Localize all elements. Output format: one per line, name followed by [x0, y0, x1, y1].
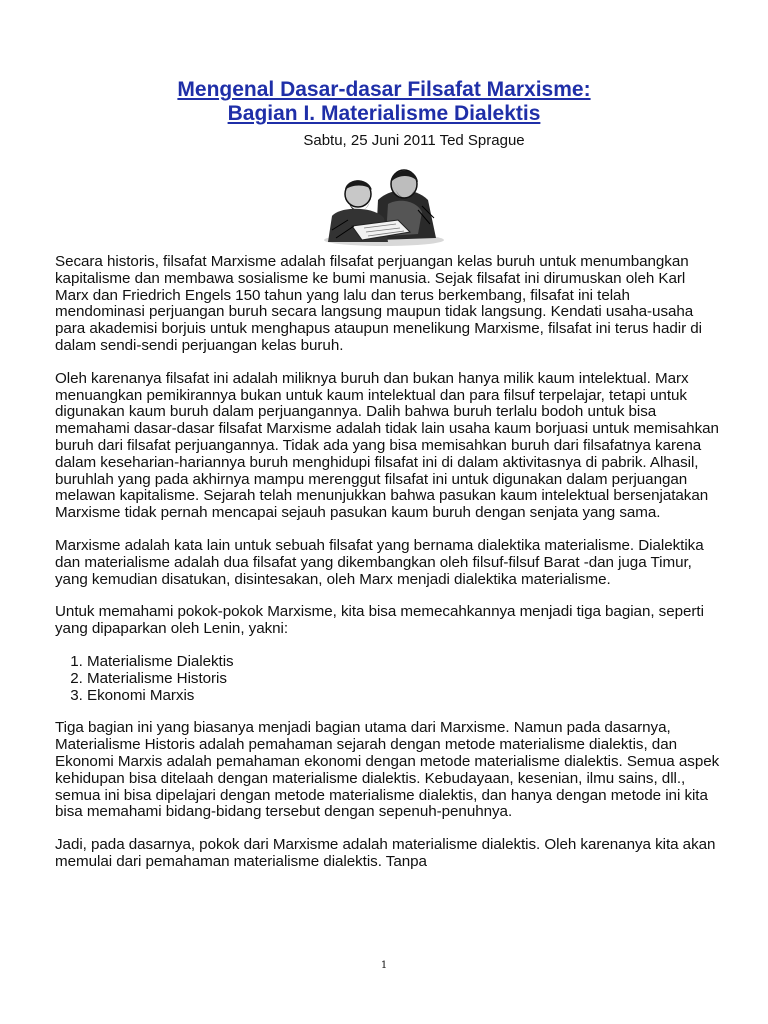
paragraph-2: Oleh karenanya filsafat ini adalah miliknya buruh dan bukan hanya milik kaum intelektual. Marx menuangkan pemikirannya bukan untuk kaum intelektual dan para filsuf terpelajar, tetapi untuk digunakan kaum buruh dalam perjuangannya. Dalih bahwa buruh terlalu bodoh untuk bisa memahami dasar-dasar filsafat Marxisme adalah tidak lain usaha kaum borjuasi untuk memisahkan buruh dari filsafat perjuangannya. Tidak ada yang bisa memisahkan buruh dari filsafatnya karena dalam keseharian-hariannya buruh menghidupi filsafat ini di dalam aktivitasnya di pabrik. Alhasil, buruhlah yang pada akhirnya mampu merenggut filsafat ini untuk digunakan dalam perjuangan melawan kapitalisme. Sejarah telah menunjukkan bahwa pasukan kaum intelektual bersenjatakan Marxisme tidak pernah mencapai sejauh pasukan kaum buruh dengan senjata yang sama. [55, 369, 719, 522]
author-name: Ted Sprague [439, 132, 525, 149]
title-line-1: Mengenal Dasar-dasar Filsafat Marxisme: [177, 78, 591, 101]
marx-engels-illustration-icon [318, 160, 450, 248]
article-body [55, 254, 720, 887]
article-title [0, 78, 768, 126]
title-line-2: Bagian I. Materialisme Dialektis [227, 102, 541, 125]
marxism-parts-list [55, 654, 720, 704]
list-item: 3. Ekonomi Marxis [87, 688, 720, 705]
publish-date: Sabtu, 25 Juni 2011 [303, 132, 436, 149]
paragraph-5: Tiga bagian ini yang biasanya menjadi bagian utama dari Marxisme. Namun pada dasarnya, Materialisme Historis adalah pemahaman sejarah dengan metode materialisme dialektis, dan Ekonomi Marxis adalah pemahaman ekonomi dengan metode materialisme dialektis. Semua aspek kehidupan bisa ditelaah dengan materialisme dialektis. Kebudayaan, kesenian, ilmu sains, dll., semua ini bisa dipelajari dengan metode materialisme dialektis, dan hanya dengan metode ini kita bisa memahami bidang-bidang tersebut dengan sepenuh-penuhnya. [55, 719, 720, 821]
list-item: 2. Materialisme Historis [87, 671, 720, 688]
paragraph-3: Marxisme adalah kata lain untuk sebuah filsafat yang bernama dialektika materialisme. Dialektika dan materialisme adalah dua filsafat yang dikembangkan oleh filsuf-filsuf Barat -dan juga Timur, yang kemudian disatukan, disintesakan, oleh Marx menjadi dialektika materialisme. [55, 536, 704, 588]
paragraph-4: Untuk memahami pokok-pokok Marxisme, kita bisa memecahkannya menjadi tiga bagian, seperti yang dipaparkan oleh Lenin, yakni: [55, 603, 704, 638]
list-item: 1. Materialisme Dialektis [87, 654, 720, 671]
illustration-svg [318, 160, 450, 248]
page-number: 1 [380, 960, 388, 971]
byline [0, 132, 768, 149]
paragraph-1: Secara historis, filsafat Marxisme adalah filsafat perjuangan kelas buruh untuk menumbangkan kapitalisme dan membawa sosialisme ke bumi manusia. Sejak filsafat ini dirumuskan oleh Karl Marx dan Friedrich Engels 150 tahun yang lalu dan terus berkembang, filsafat ini telah mendominasi perjuangan buruh secara langsung maupun tidak langsung. Kendati usaha-usaha para akademisi borjuis untuk menghapus ataupun menelikung Marxisme, filsafat ini terus hadir di dalam sendi-sendi perjuangan kelas buruh. [55, 253, 702, 354]
paragraph-6: Jadi, pada dasarnya, pokok dari Marxisme adalah materialisme dialektis. Oleh karenanya kita akan memulai dari pemahaman materialisme dialektis. Tanpa [55, 836, 716, 870]
